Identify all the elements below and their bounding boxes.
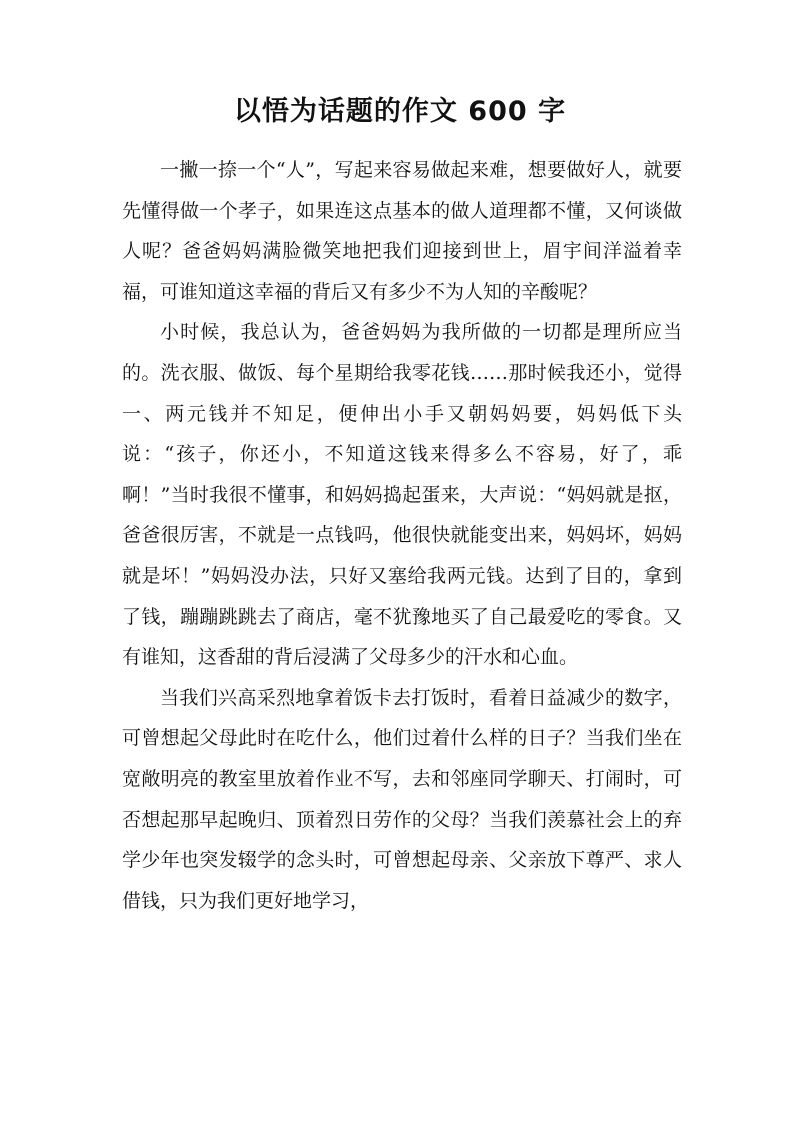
paragraph-3: 当我们兴高采烈地拿着饭卡去打饭时，看着日益减少的数字，可曾想起父母此时在吃什么，他们过着什么样的日子？当我们坐在宽敞明亮的教室里放着作业不写，去和邻座同学聊天、打闹时，可否想起那早起晚归、顶着烈日劳作的父母？当我们羡慕社会上的弃学少年也突发辍学的念头时，可曾想起母亲、父亲放下尊严、求人借钱，只为我们更好地学习， (122, 686, 682, 912)
paragraph-1: 一撇一捺一个“人”，写起来容易做起来难，想要做好人，就要先懂得做一个孝子，如果连这点基本的做人道理都不懂，又何谈做人呢？爸爸妈妈满脸微笑地把我们迎接到世上，眉宇间洋溢着幸福，可谁知道这幸福的背后又有多少不为人知的辛酸呢？ (122, 159, 682, 303)
essay-body (122, 150, 682, 921)
paragraph-2: 小时候，我总认为，爸爸妈妈为我所做的一切都是理所应当的。洗衣服、做饭、每个星期给我零花钱……那时候我还小，觉得一、两元钱并不知足，便伸出小手又朝妈妈要，妈妈低下头说：“孩子，你还小，不知道这钱来得多么不容易，好了，乖啊！”当时我很不懂事，和妈妈捣起蛋来，大声说：“妈妈就是抠，爸爸很厉害，不就是一点钱吗，他很快就能变出来，妈妈坏，妈妈就是坏！”妈妈没办法，只好又塞给我两元钱。达到了目的，拿到了钱，蹦蹦跳跳去了商店，毫不犹豫地买了自己最爱吃的零食。又有谁知，这香甜的背后浸满了父母多少的汗水和心血。 (122, 321, 682, 669)
page-title: 以悟为话题的作文 600 字 (233, 96, 567, 127)
